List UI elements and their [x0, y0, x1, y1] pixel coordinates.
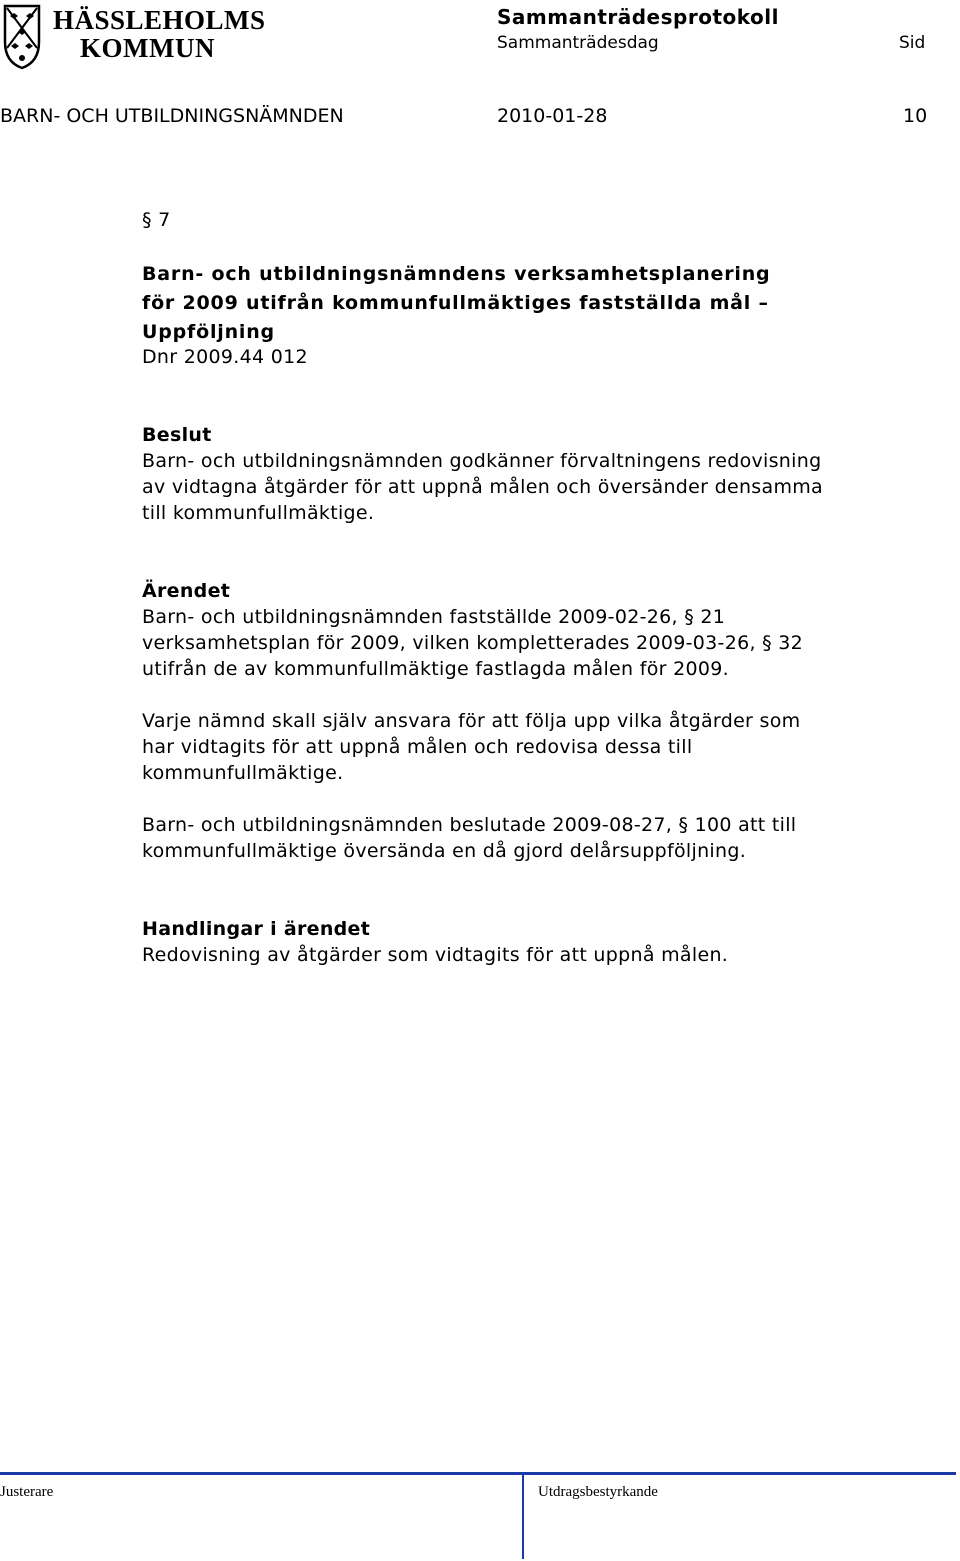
- org-line-2: KOMMUN: [80, 33, 215, 63]
- committee-name: BARN- OCH UTBILDNINGSNÄMNDEN: [0, 105, 344, 127]
- section-title: [142, 260, 770, 347]
- handlingar-text: Redovisning av åtgärder som vidtagits för att uppnå målen.: [142, 944, 729, 966]
- organization-name: [53, 6, 266, 62]
- text-line: Barn- och utbildningsnämnden godkänner förvaltningens redovisning: [142, 450, 822, 472]
- footer-divider-left: [0, 1472, 480, 1475]
- justerare-label: Justerare: [0, 1484, 54, 1500]
- utdragsbestyrkande-label: Utdragsbestyrkande: [538, 1484, 658, 1500]
- text-line: Barn- och utbildningsnämnden beslutade 2009-08-27, § 100 att till: [142, 814, 797, 836]
- document-type: Sammanträdesprotokoll: [497, 5, 779, 29]
- meeting-date: 2010-01-28: [497, 105, 608, 127]
- section-title-line: Barn- och utbildningsnämndens verksamhetsplanering: [142, 263, 771, 285]
- org-line-1: HÄSSLEHOLMS: [53, 5, 266, 35]
- beslut-text: [142, 448, 823, 526]
- text-line: Varje nämnd skall själv ansvara för att följa upp vilka åtgärder som: [142, 710, 801, 732]
- text-line: har vidtagits för att uppnå målen och redovisa dessa till: [142, 736, 693, 758]
- text-line: kommunfullmäktige.: [142, 762, 344, 784]
- footer-vertical-divider: [522, 1475, 524, 1559]
- arendet-heading: Ärendet: [142, 580, 231, 602]
- coat-of-arms-icon: [2, 2, 42, 70]
- section-number: § 7: [142, 209, 171, 231]
- footer-divider-right: [478, 1472, 956, 1475]
- beslut-heading: Beslut: [142, 424, 212, 446]
- text-line: av vidtagna åtgärder för att uppnå målen och översänder densamma: [142, 476, 823, 498]
- page-number: 10: [903, 105, 928, 127]
- text-line: kommunfullmäktige översända en då gjord delårsuppföljning.: [142, 840, 747, 862]
- meeting-date-label: Sammanträdesdag: [497, 33, 659, 53]
- page-label: Sid: [899, 33, 926, 53]
- text-line: till kommunfullmäktige.: [142, 502, 375, 524]
- dnr: Dnr 2009.44 012: [142, 346, 308, 368]
- arendet-paragraph-3: [142, 812, 796, 864]
- text-line: verksamhetsplan för 2009, vilken kompletterades 2009-03-26, § 32: [142, 632, 804, 654]
- text-line: utifrån de av kommunfullmäktige fastlagda målen för 2009.: [142, 658, 729, 680]
- text-line: Barn- och utbildningsnämnden fastställde 2009-02-26, § 21: [142, 606, 726, 628]
- section-title-line: för 2009 utifrån kommunfullmäktiges fastställda mål –: [142, 292, 769, 314]
- section-title-line: Uppföljning: [142, 321, 275, 343]
- arendet-paragraph-1: [142, 604, 803, 682]
- handlingar-heading: Handlingar i ärendet: [142, 918, 371, 940]
- arendet-paragraph-2: [142, 708, 800, 786]
